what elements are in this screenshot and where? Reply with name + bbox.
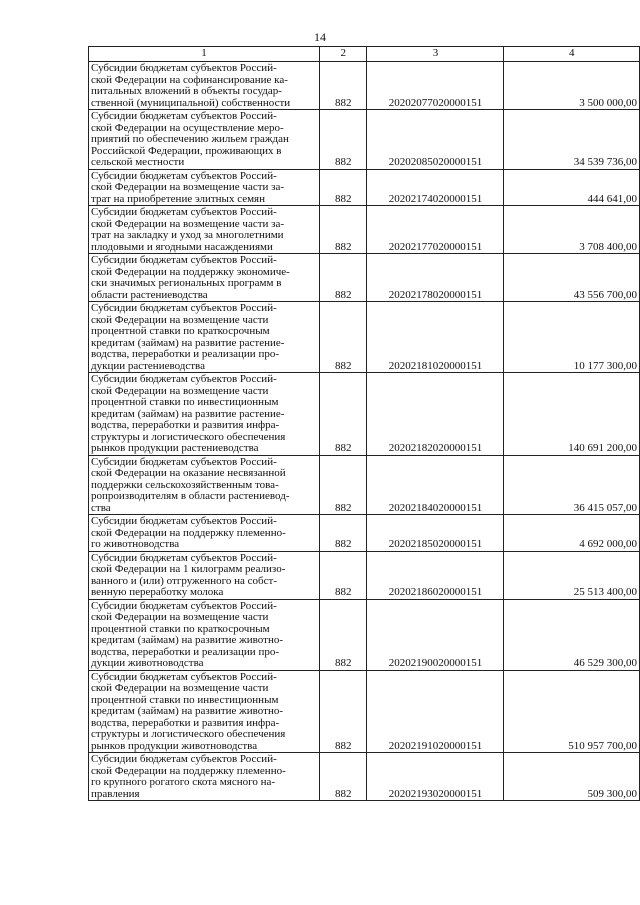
row-budget-code: 20202085020000151 [367, 110, 504, 170]
header-col-4: 4 [504, 47, 640, 62]
row-description: Субсидии бюджетам субъектов Россий- ской Федерации на возмещение части за- трат на закладку и уход за многолетними плодовыми и ягодными насаждениями [89, 206, 320, 254]
row-amount: 36 415 057,00 [504, 455, 640, 515]
table-row [89, 455, 640, 515]
row-amount: 510 957 700,00 [504, 670, 640, 753]
row-budget-code: 20202193020000151 [367, 753, 504, 801]
table-row [89, 62, 640, 110]
row-budget-code: 20202186020000151 [367, 551, 504, 599]
row-admin-code: 882 [320, 110, 367, 170]
row-admin-code: 882 [320, 551, 367, 599]
row-description: Субсидии бюджетам субъектов Россий- ской Федерации на оказание несвязанной поддержки сельскохозяйственным това- ропроизводителям в области растениевод- ства [89, 455, 320, 515]
row-budget-code: 20202184020000151 [367, 455, 504, 515]
row-admin-code: 882 [320, 254, 367, 302]
row-budget-code: 20202191020000151 [367, 670, 504, 753]
row-amount: 46 529 300,00 [504, 599, 640, 670]
row-description: Субсидии бюджетам субъектов Россий- ской Федерации на поддержку племенно- го животноводства [89, 515, 320, 552]
table-header-row [89, 47, 640, 62]
row-amount: 140 691 200,00 [504, 373, 640, 456]
row-admin-code: 882 [320, 302, 367, 373]
table-row [89, 551, 640, 599]
row-description: Субсидии бюджетам субъектов Россий- ской Федерации на софинансирование ка- питальных вложений в объекты государ- ственной (муниципальной) собственности [89, 62, 320, 110]
row-amount: 509 300,00 [504, 753, 640, 801]
row-description: Субсидии бюджетам субъектов Россий- ской Федерации на возмещение части процентной ставки по инвестиционным кредитам (займам) на развитие растение- водства, переработки и развития инфра- структуры и логистического обеспечения рынков продукции растениеводства [89, 373, 320, 456]
row-budget-code: 20202190020000151 [367, 599, 504, 670]
row-amount: 4 692 000,00 [504, 515, 640, 552]
table-row [89, 110, 640, 170]
row-description: Субсидии бюджетам субъектов Россий- ской Федерации на возмещение части за- трат на приобретение элитных семян [89, 169, 320, 206]
row-admin-code: 882 [320, 373, 367, 456]
row-description: Субсидии бюджетам субъектов Россий- ской Федерации на 1 килограмм реализо- ванного и (или) отгруженного на собст- венную переработку молока [89, 551, 320, 599]
row-admin-code: 882 [320, 62, 367, 110]
row-amount: 43 556 700,00 [504, 254, 640, 302]
row-budget-code: 20202178020000151 [367, 254, 504, 302]
table-row [89, 206, 640, 254]
row-description: Субсидии бюджетам субъектов Россий- ской Федерации на поддержку экономиче- ски значимых региональных программ в области растениеводства [89, 254, 320, 302]
row-admin-code: 882 [320, 670, 367, 753]
row-amount: 444 641,00 [504, 169, 640, 206]
header-col-3: 3 [367, 47, 504, 62]
row-description: Субсидии бюджетам субъектов Россий- ской Федерации на возмещение части процентной ставки по краткосрочным кредитам (займам) на развитие растение- водства, переработки и реализации про- дукции растениеводства [89, 302, 320, 373]
row-admin-code: 882 [320, 455, 367, 515]
table-row [89, 169, 640, 206]
row-budget-code: 20202077020000151 [367, 62, 504, 110]
page-number: 14 [314, 30, 326, 44]
budget-table [88, 46, 640, 801]
table-row [89, 599, 640, 670]
row-description: Субсидии бюджетам субъектов Россий- ской Федерации на возмещение части процентной ставки по краткосрочным кредитам (займам) на развитие животно- водства, переработки и реализации про- дукции животноводства [89, 599, 320, 670]
table-row [89, 753, 640, 801]
row-budget-code: 20202177020000151 [367, 206, 504, 254]
table-row [89, 670, 640, 753]
row-admin-code: 882 [320, 169, 367, 206]
row-admin-code: 882 [320, 599, 367, 670]
row-amount: 10 177 300,00 [504, 302, 640, 373]
row-amount: 3 500 000,00 [504, 62, 640, 110]
row-admin-code: 882 [320, 515, 367, 552]
row-budget-code: 20202182020000151 [367, 373, 504, 456]
row-budget-code: 20202174020000151 [367, 169, 504, 206]
row-amount: 34 539 736,00 [504, 110, 640, 170]
row-description: Субсидии бюджетам субъектов Россий- ской Федерации на поддержку племенно- го крупного рогатого скота мясного на- правления [89, 753, 320, 801]
header-col-1: 1 [89, 47, 320, 62]
row-admin-code: 882 [320, 753, 367, 801]
row-description: Субсидии бюджетам субъектов Россий- ской Федерации на возмещение части процентной ставки по инвестиционным кредитам (займам) на развитие животно- водства, переработки и развития инфра- структуры и логистического обеспечения рынков продукции животноводства [89, 670, 320, 753]
table-row [89, 254, 640, 302]
row-admin-code: 882 [320, 206, 367, 254]
table-row [89, 373, 640, 456]
row-amount: 25 513 400,00 [504, 551, 640, 599]
row-budget-code: 20202185020000151 [367, 515, 504, 552]
row-budget-code: 20202181020000151 [367, 302, 504, 373]
header-col-2: 2 [320, 47, 367, 62]
row-description: Субсидии бюджетам субъектов Россий- ской Федерации на осуществление меро- приятий по обеспечению жильем граждан Российской Федерации, проживающих в сельской местности [89, 110, 320, 170]
table-row [89, 515, 640, 552]
row-amount: 3 708 400,00 [504, 206, 640, 254]
table-row [89, 302, 640, 373]
